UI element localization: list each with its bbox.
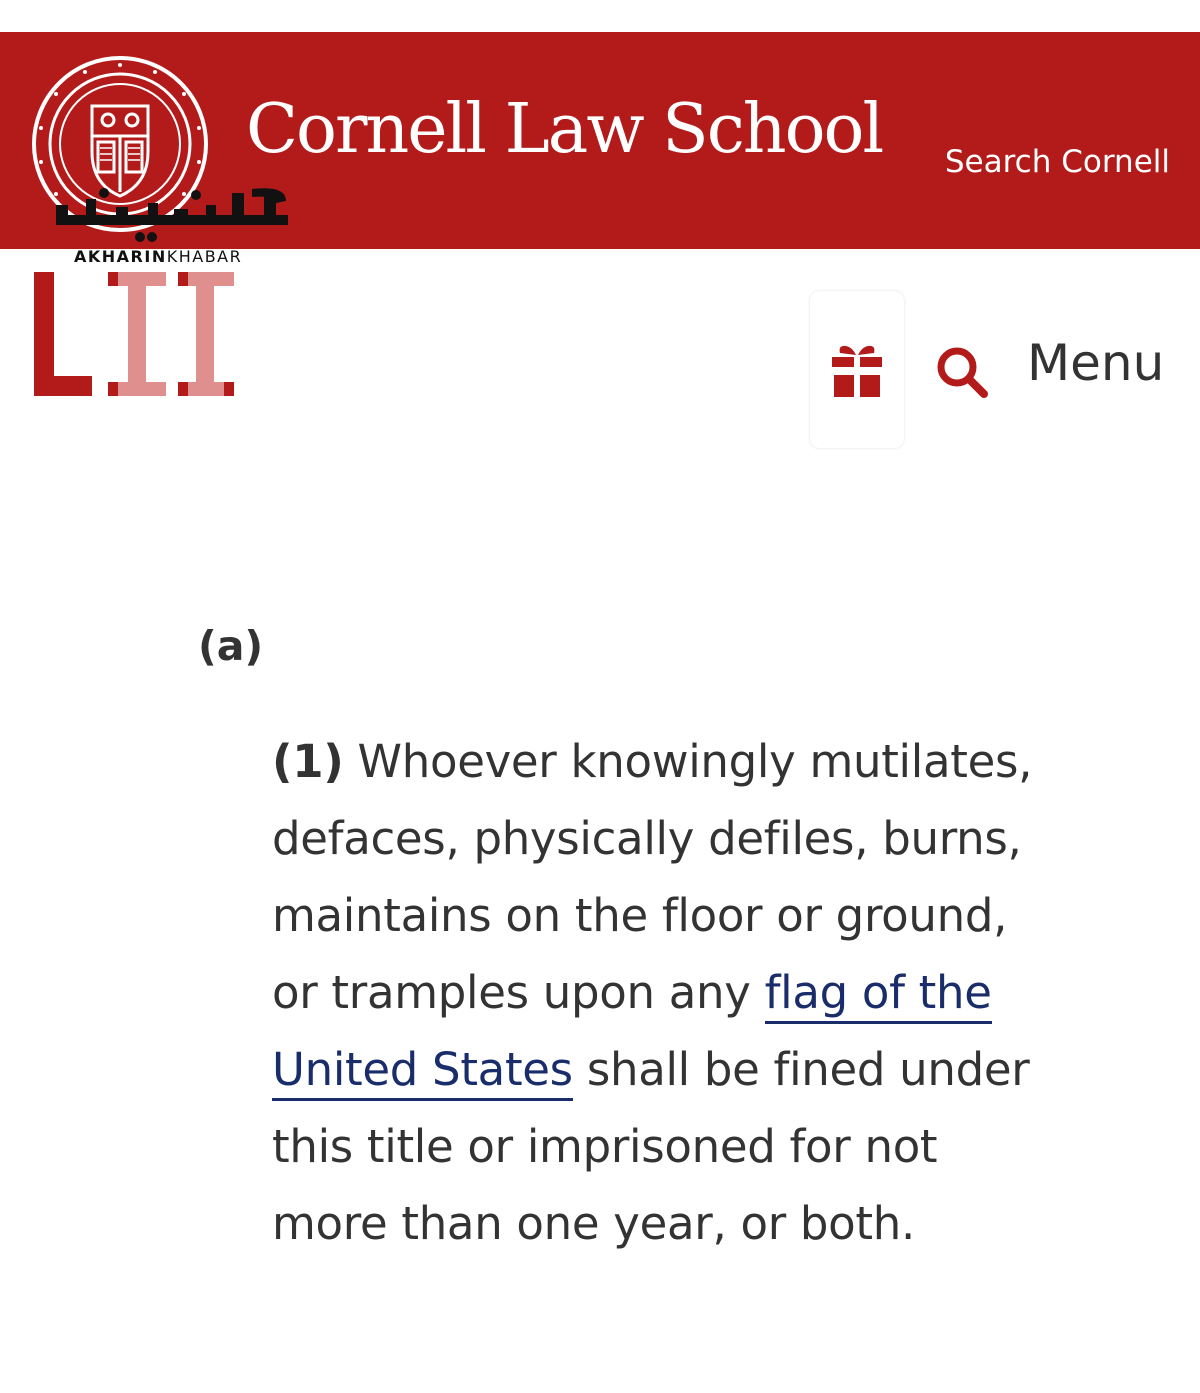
- watermark-text-bold: AKHARIN: [74, 247, 167, 266]
- lii-logo[interactable]: [32, 272, 236, 398]
- watermark: [56, 185, 288, 271]
- flag-link[interactable]: flag of the United States: [272, 966, 992, 1101]
- watermark-text-light: KHABAR: [166, 247, 243, 266]
- watermark-text: [74, 249, 242, 265]
- menu-button[interactable]: Menu: [1027, 334, 1165, 392]
- search-cornell-link[interactable]: Search Cornell: [944, 144, 1170, 180]
- top-strip: [0, 0, 1200, 32]
- statute-paragraph: [272, 723, 1062, 1262]
- search-icon[interactable]: [934, 344, 990, 400]
- gift-button[interactable]: [810, 291, 904, 448]
- section-label: (a): [198, 622, 264, 670]
- watermark-script-icon: [56, 185, 288, 247]
- brand-title[interactable]: Cornell Law School: [246, 90, 883, 169]
- paragraph-label: (1): [272, 735, 344, 788]
- paragraph-text-after-link: shall be fined under this title or imprisoned for not more than one year, or both.: [272, 1043, 1030, 1250]
- paragraph-text-before-link: Whoever knowingly mutilates, defaces, physically defiles, burns, maintains on the floor or ground, or tramples upon any: [272, 735, 1033, 1019]
- gift-icon: [830, 345, 884, 399]
